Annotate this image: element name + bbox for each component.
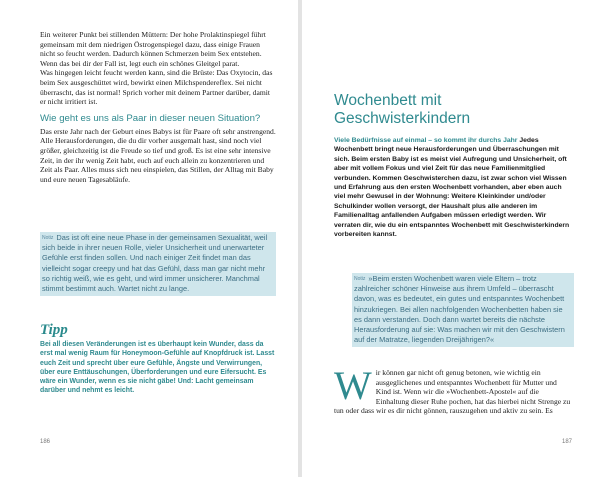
left-page xyxy=(0,0,298,477)
closing-text: ir können gar nicht oft genug betonen, wie wichtig ein ausgeglichenes und entspanntes Wochenbett für Mutter und Kind ist. Wenn wir die »Wochenbett-Apostel« auf die Einhaltung dieser Ruhe pochen, hat das hierbei nicht Strenge zu tun oder dass wir es dir nicht gönnen, rauszugehen und aktiv zu sein. Es xyxy=(334,368,571,416)
section-heading: Wie geht es uns als Paar in dieser neuen Situation? xyxy=(40,112,261,124)
highlight-label: Notiz xyxy=(42,235,54,241)
closing-paragraph xyxy=(334,363,572,416)
lead-text: Jedes Wochenbett bringt neue Herausforderungen und Überraschungen mit sich. Beim ersten Baby ist es meist viel Aufregung und Unsicherheit, oft aber mit vollem Fokus und viel Zeit für das neue Familienmitglied verbunden. Kommen Geschwisterchen dazu, ist zwar schon viel Wissen und Erfahrung aus den ersten Wochenbett vorhanden, aber eben auch viel mehr Gewusel in der Wohnung: Weitere Kleinkinder und/oder Schulkinder wollen versorgt, der Haushalt plus alle anderen im Familienalltag anfallenden Aufgaben müssen erledigt werden. Wir verraten dir, wie du ein entspanntes Wochenbett mit Geschwisterkindern vorbereiten kannst. xyxy=(334,137,570,239)
right-page-number: 187 xyxy=(561,439,572,445)
section-paragraph: Das erste Jahr nach der Geburt eines Babys ist für Paare oft sehr anstrengend. Alle Herausforderungen, die du dir vorher ausgemalt hast, sind noch viel größer, gleichzeitig ist die Freude so tief und groß. Es ist eine sehr intensive Zeit, in der ihr wenig Zeit habt, euch auf euch allein zu konzentrieren und Zeit als Paar. Alles muss sich neu einspielen, das Stillen, der Alltag mit Baby und eure neuen Tagesabläufe. xyxy=(40,126,276,184)
tip-icon: Tipp xyxy=(40,322,68,338)
left-page-body xyxy=(40,30,276,184)
right-page xyxy=(302,0,600,477)
highlighted-quote[interactable] xyxy=(352,273,574,347)
closing-paragraph-block xyxy=(334,363,572,416)
right-page-body xyxy=(334,92,572,239)
highlight-quote-text: »Beim ersten Wochenbett waren viele Eltern – trotz zahlreicher schöner Hinweise aus ihrem Umfeld – überrascht davon, was es bedeutet, ein gutes und entspanntes Wochenbett hinzukriegen. Bei allen nachfolgenden Wochenbetten haben sie es dann verstanden. Doch dann wartet bereits die nächste Herausforderung auf sie: Was machen wir mit den Geschwistern auf der Matratze, liegenden Dreijährigen?« xyxy=(354,274,565,345)
lead-paragraph xyxy=(334,136,572,239)
right-highlight-block[interactable] xyxy=(352,273,574,347)
lead-teal-phrase: Viele Bedürfnisse auf einmal – so kommt ihr durchs Jahr xyxy=(334,137,518,144)
left-highlight-block[interactable] xyxy=(40,232,276,296)
left-page-number: 186 xyxy=(40,439,51,445)
chapter-title: Wochenbett mit Geschwisterkindern xyxy=(334,92,471,127)
intro-paragraph-2: Was hingegen leicht feucht werden kann, sind die Brüste: Das Oxytocin, das beim Sex ausgeschüttet wird, bewirkt einen Milchspendereflex. Sei nicht überrascht, das ist normal! Sprich vorher mit deinem Partner darüber, damit er nicht irritiert ist. xyxy=(40,68,273,107)
tip-text: Bei all diesen Veränderungen ist es überhaupt kein Wunder, dass da erst mal wenig Raum für Honeymoon-Gefühle auf Knopfdruck ist. Lasst euch Zeit und sprecht über eure Gefühle, Ängste und Verwirrungen, über eure Enttäuschungen, Überforderungen und eure Eifersucht. Es wäre ein Wunder, wenn es sie nicht gäbe! Und: Lacht gemeinsam darüber und nehmt es leicht. xyxy=(40,341,275,395)
drop-cap: W xyxy=(334,363,372,408)
highlight-text: Das ist oft eine neue Phase in der gemeinsamen Sexualität, weil sich beide in ihrer neuen Rolle, vieler Unsicherheit und unerwarteter Gefühle erst finden sollen. Und nach einiger Zeit findet man das vielleicht sogar creepy und hat das Gefühl, dass man gar nicht mehr so richtig weiß, wie es geht, und wird immer unsicherer. Manchmal stimmt bestimmt auch. Wartet nicht zu lange. xyxy=(42,233,268,294)
highlight-label: Notiz xyxy=(354,276,366,282)
highlighted-passage[interactable] xyxy=(40,232,276,296)
intro-paragraph-1: Ein weiterer Punkt bei stillenden Müttern: Der hohe Prolaktinspiegel führt gemeinsam mit dem niedrigen Östrogenspiegel dazu, dass einige Frauen nicht so feucht werden. Dadurch können Schmerzen beim Sex entstehen. Wenn das bei dir der Fall ist, legt euch ein schönes Gleitgel parat. xyxy=(40,30,266,68)
tip-box xyxy=(40,322,276,396)
